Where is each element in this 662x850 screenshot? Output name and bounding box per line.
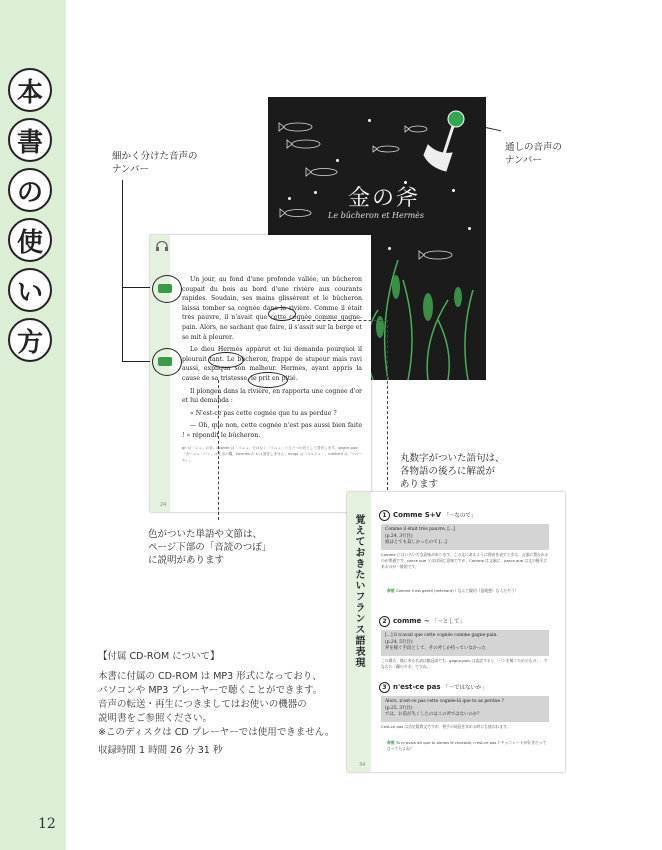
connector-line <box>292 320 387 321</box>
callout-track-number: 細かく分けた音声の ナンバー <box>112 151 198 175</box>
heading-char-3: の <box>8 168 52 212</box>
recording-duration: 収録時間 1 時間 26 分 31 秒 <box>98 745 223 756</box>
story-paragraph: « N'est-ce pas cette cognée que tu as perdue ? <box>190 409 337 417</box>
pronunciation-notes: gn は「ニュ」の音。cognée は「コニュ」ではなく「コニェ」とひとつの音として発音します。gagne-pain「ガーニュ・パン」は生活の糧。Hermès の h は発音しません。berge は「ベルジュ」。malheur は「マルール」。 <box>182 446 363 462</box>
expression-heading-2: 2 comme ~ 「〜として」 <box>379 616 465 627</box>
explanation-text: Cest-ce pas は否定疑問文ですが、相手の同意を求める時にも使われます。 <box>381 724 511 729</box>
callout-full-track-number: 通しの音声の ナンバー <box>505 142 563 166</box>
expression-page-sample <box>347 492 565 772</box>
page-number: 12 <box>38 816 56 832</box>
expression-heading-1: 1 Comme S+V 「〜なので」 <box>379 510 477 521</box>
heading-char-6: 方 <box>8 318 52 362</box>
reference-example: 参照 Tu m'avais dit que tu aimais le chocolat, n'est-ce pas ? チョコレートが好きだって言ってたよね？ <box>387 740 547 751</box>
highlight-ring <box>152 348 182 376</box>
explanation-text: Comme にはいろいろな意味があります。この文にあるように理由を表すときは、文頭に置かれるのが普通です。parce que とほぼ同じ意味ですが、Comme は文頭に、parce que は文の後半に来るのが一般的です。 <box>381 552 549 569</box>
expression-heading-3: 3 n'est-ce pas 「〜ではないか」 <box>379 682 487 693</box>
cdrom-info: 【付属 CD-ROM について】 本書に付属の CD-ROM は MP3 形式になっており、 パソコンや MP3 プレーヤーで聴くことができます。 音声の転送・再生につきましてはお使いの機器の 説明書をご参照ください。 ※このディスクは CD プレーヤーでは使用できません。 収録時間 1 時間 26 分 31 秒 <box>98 651 335 756</box>
story-paragraph: Le dieu Hermès apparut et lui demanda pourquoi il pleurait tant. Le bûcheron, frappé de stupeur mais ravi aussi, expliqua son malheur. Hermès, ayant appris la cause de sa tristesse, le prit en pitié. <box>182 346 362 382</box>
expressions-vertical-title: 覚えておきたいフランス語表現 <box>353 514 364 668</box>
expression-page-number: 34 <box>359 762 366 768</box>
example-box: Comme il était très pauvre, [...] (p.24, 3行目) 彼はとても貧しかったので [...] <box>381 524 549 550</box>
story-page-sample <box>150 235 371 512</box>
reference-example: 参照 Comme il est gentil (méchant) ! なんて親切（意地悪）な人だろう！ <box>387 588 519 593</box>
headphones-icon <box>156 241 168 251</box>
story-paragraph: Un jour, au fond d'une profonde vallée, un bûcheron coupait du bois au bord d'une rivière aux courants rapides. Soudain, ses mains glissèrent et le bûcheron laissa tomber sa cognée dans la rivière. Comme il était très pauvre, il n'avait que cette cognée comme gagne-pain. Alors, ne sachant que faire, il s'assit sur la berge et se mit à pleurer. <box>182 276 362 341</box>
highlight-ring <box>268 307 296 321</box>
heading-char-1: 本 <box>8 68 52 112</box>
cdrom-info-heading: 【付属 CD-ROM について】 <box>98 651 220 662</box>
story-paragraph: Il plongea dans la rivière, en rapporta une cognée d'or et lui demanda : <box>182 387 362 405</box>
callout-colored-words: 色がついた単語や文節は、 ページ下部の「音読のつぼ」 に説明があります <box>148 529 272 566</box>
connector-line <box>387 320 388 490</box>
example-box: Alors, n'est-ce pas cette cognée-là que tu as perdue ? (p.25, 3行目) では、お前が失くしたのはこの斧ではないのか？ <box>381 696 549 722</box>
callout-numbered-phrases: 丸数字がついた語句は、 各物語の後ろに解説が あります <box>400 453 505 490</box>
heading-char-5: い <box>8 268 52 312</box>
heading-char-2: 書 <box>8 118 52 162</box>
story-paragraph: — Oh, que non, cette cognée n'est pas aussi bien faite ! » répondit le bûcheron. <box>182 422 362 439</box>
heading-char-4: 使 <box>8 218 52 262</box>
highlight-ring <box>152 275 182 303</box>
highlight-ring <box>248 372 288 388</box>
example-box: [...] il n'avait que cette cognée comme gagne-pain. (p.24, 5行目) 斧を稼ぐ手段として、その斧しか持っていなかった <box>381 630 549 656</box>
explanation-text: この場合、後に来る名詞は無冠詞です。gagne-pain は直訳すると「パンを稼ぐためのもの」、すなわち「糧のタネ」ですね。 <box>381 658 548 669</box>
story-page-number: 24 <box>160 502 167 508</box>
cover-subtitle: Le bûcheron et Hermès <box>328 211 425 220</box>
highlight-ring <box>208 352 244 368</box>
callout-line <box>122 180 123 362</box>
connector-line <box>218 380 219 520</box>
cover-title: 金の斧 <box>348 186 421 211</box>
